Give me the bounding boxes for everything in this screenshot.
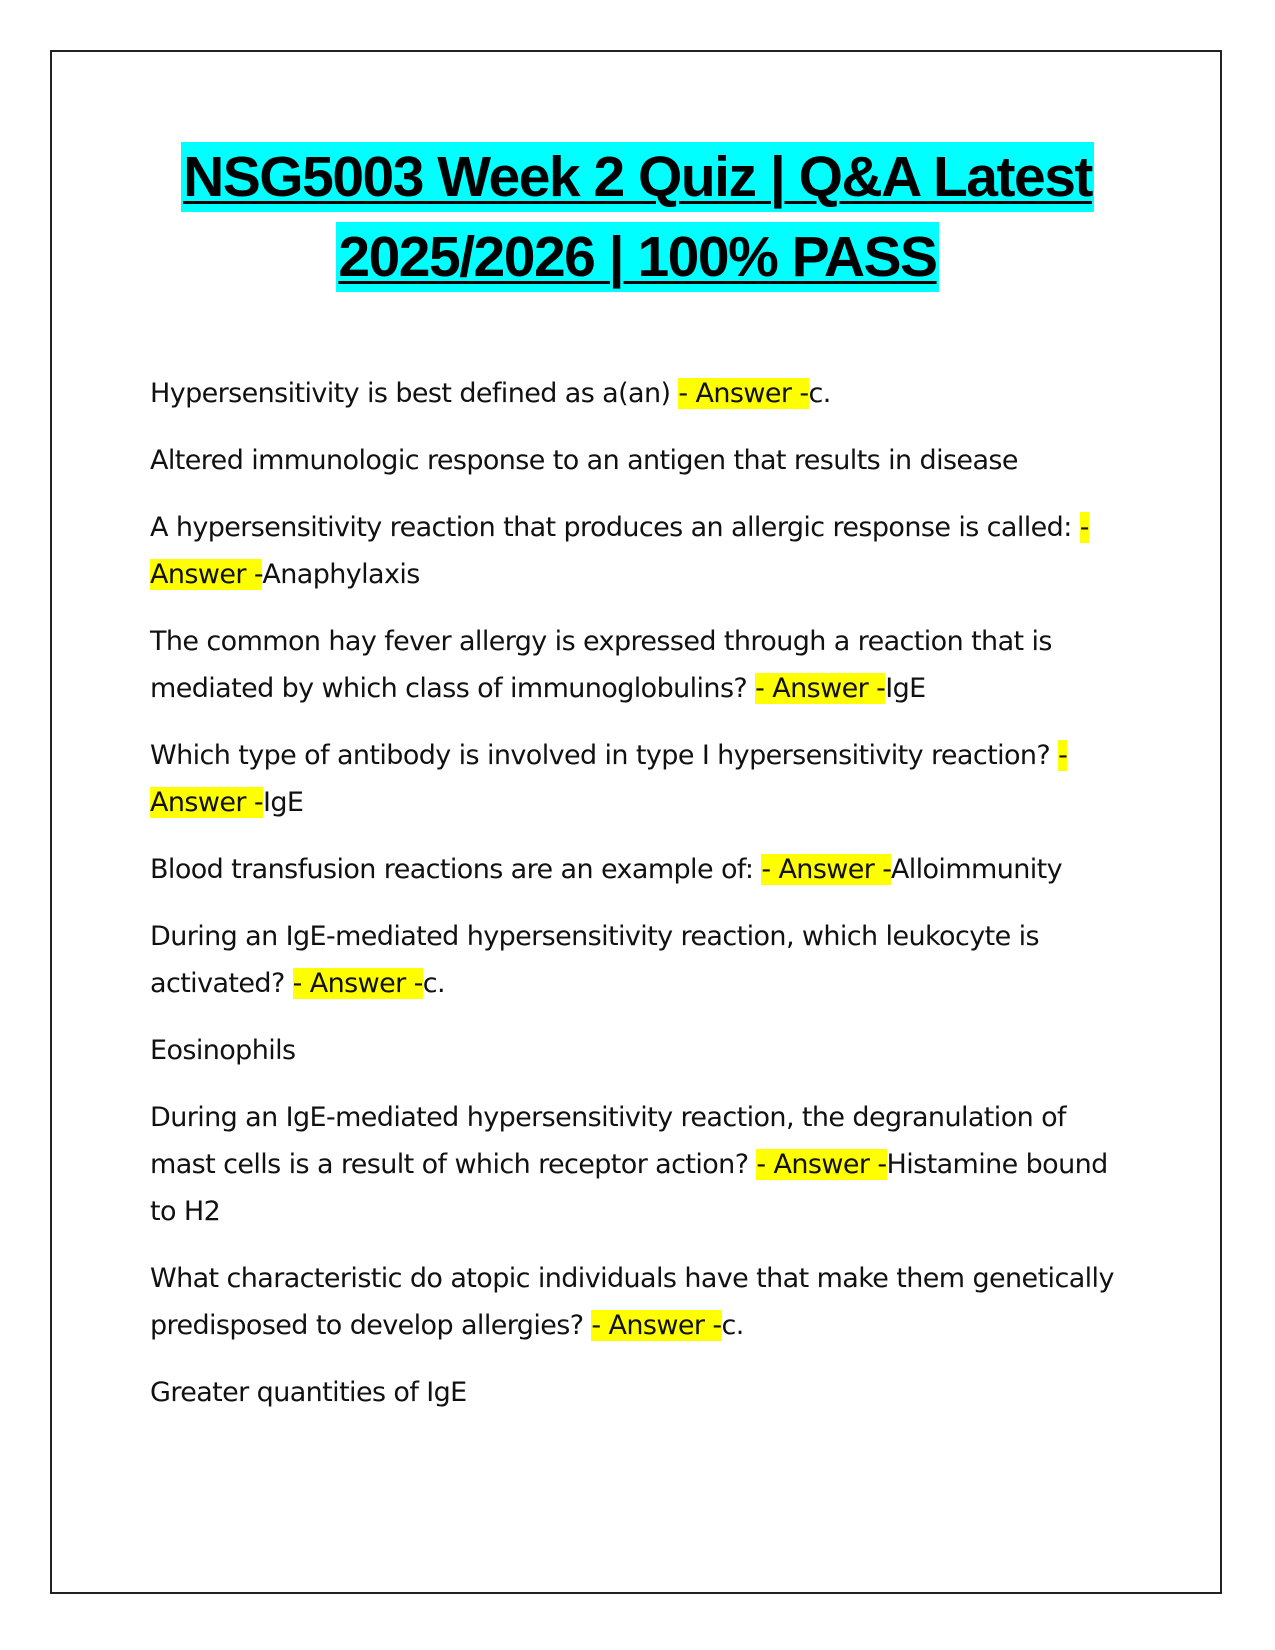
answer-text: c. (422, 968, 445, 999)
qa-item-continuation (150, 1027, 1120, 1074)
answer-text: IgE (262, 787, 304, 818)
question-text: During an IgE-mediated hypersensitivity reaction, which leukocyte is activated? (150, 921, 1039, 999)
qa-item (150, 732, 1120, 826)
answer-text: Alloimmunity (890, 854, 1063, 885)
title-line-2: 2025/2026 | 100% PASS (336, 222, 938, 292)
qa-item (150, 1094, 1120, 1235)
answer-marker: - Answer - (761, 854, 891, 885)
qa-list (150, 370, 1120, 1436)
answer-marker: - Answer - (292, 968, 423, 999)
qa-item (150, 370, 1120, 417)
answer-text: IgE (885, 673, 926, 704)
question-text: Hypersensitivity is best defined as a(an) (150, 378, 679, 409)
answer-marker: - Answer - (591, 1310, 722, 1341)
qa-item (150, 1255, 1120, 1349)
answer-marker: - Answer - (150, 512, 1089, 590)
title-line-1: NSG5003 Week 2 Quiz | Q&A Latest (181, 142, 1094, 212)
answer-text: Histamine bound to H2 (150, 1149, 1108, 1227)
answer-detail-text: Eosinophils (150, 1035, 296, 1066)
question-text: A hypersensitivity reaction that produces an allergic response is called: (150, 512, 1080, 543)
answer-marker: - Answer - (756, 1149, 887, 1180)
answer-marker: - Answer - (150, 740, 1068, 818)
answer-marker: - Answer - (755, 673, 886, 704)
question-text: Which type of antibody is involved in type I hypersensitivity reaction? (150, 740, 1059, 771)
qa-item-continuation (150, 1369, 1120, 1416)
question-text: What characteristic do atopic individuals have that make them genetically predisposed to develop allergies? (150, 1263, 1114, 1341)
answer-detail-text: Greater quantities of IgE (150, 1377, 467, 1408)
qa-item (150, 618, 1120, 712)
question-text: During an IgE-mediated hypersensitivity reaction, the degranulation of mast cells is a result of which receptor action? (150, 1102, 1066, 1180)
qa-item (150, 846, 1120, 893)
document-title (100, 142, 1175, 302)
answer-text: c. (808, 378, 831, 409)
answer-marker: - Answer - (678, 378, 809, 409)
answer-detail-text: Altered immunologic response to an antigen that results in disease (150, 445, 1018, 476)
question-text: The common hay fever allergy is expressed through a reaction that is mediated by which class of immunoglobulins? (150, 626, 1052, 704)
qa-item (150, 913, 1120, 1007)
qa-item-continuation (150, 437, 1120, 484)
answer-text: c. (721, 1310, 744, 1341)
qa-item (150, 504, 1120, 598)
question-text: Blood transfusion reactions are an example of: (150, 854, 762, 885)
answer-text: Anaphylaxis (262, 559, 420, 590)
